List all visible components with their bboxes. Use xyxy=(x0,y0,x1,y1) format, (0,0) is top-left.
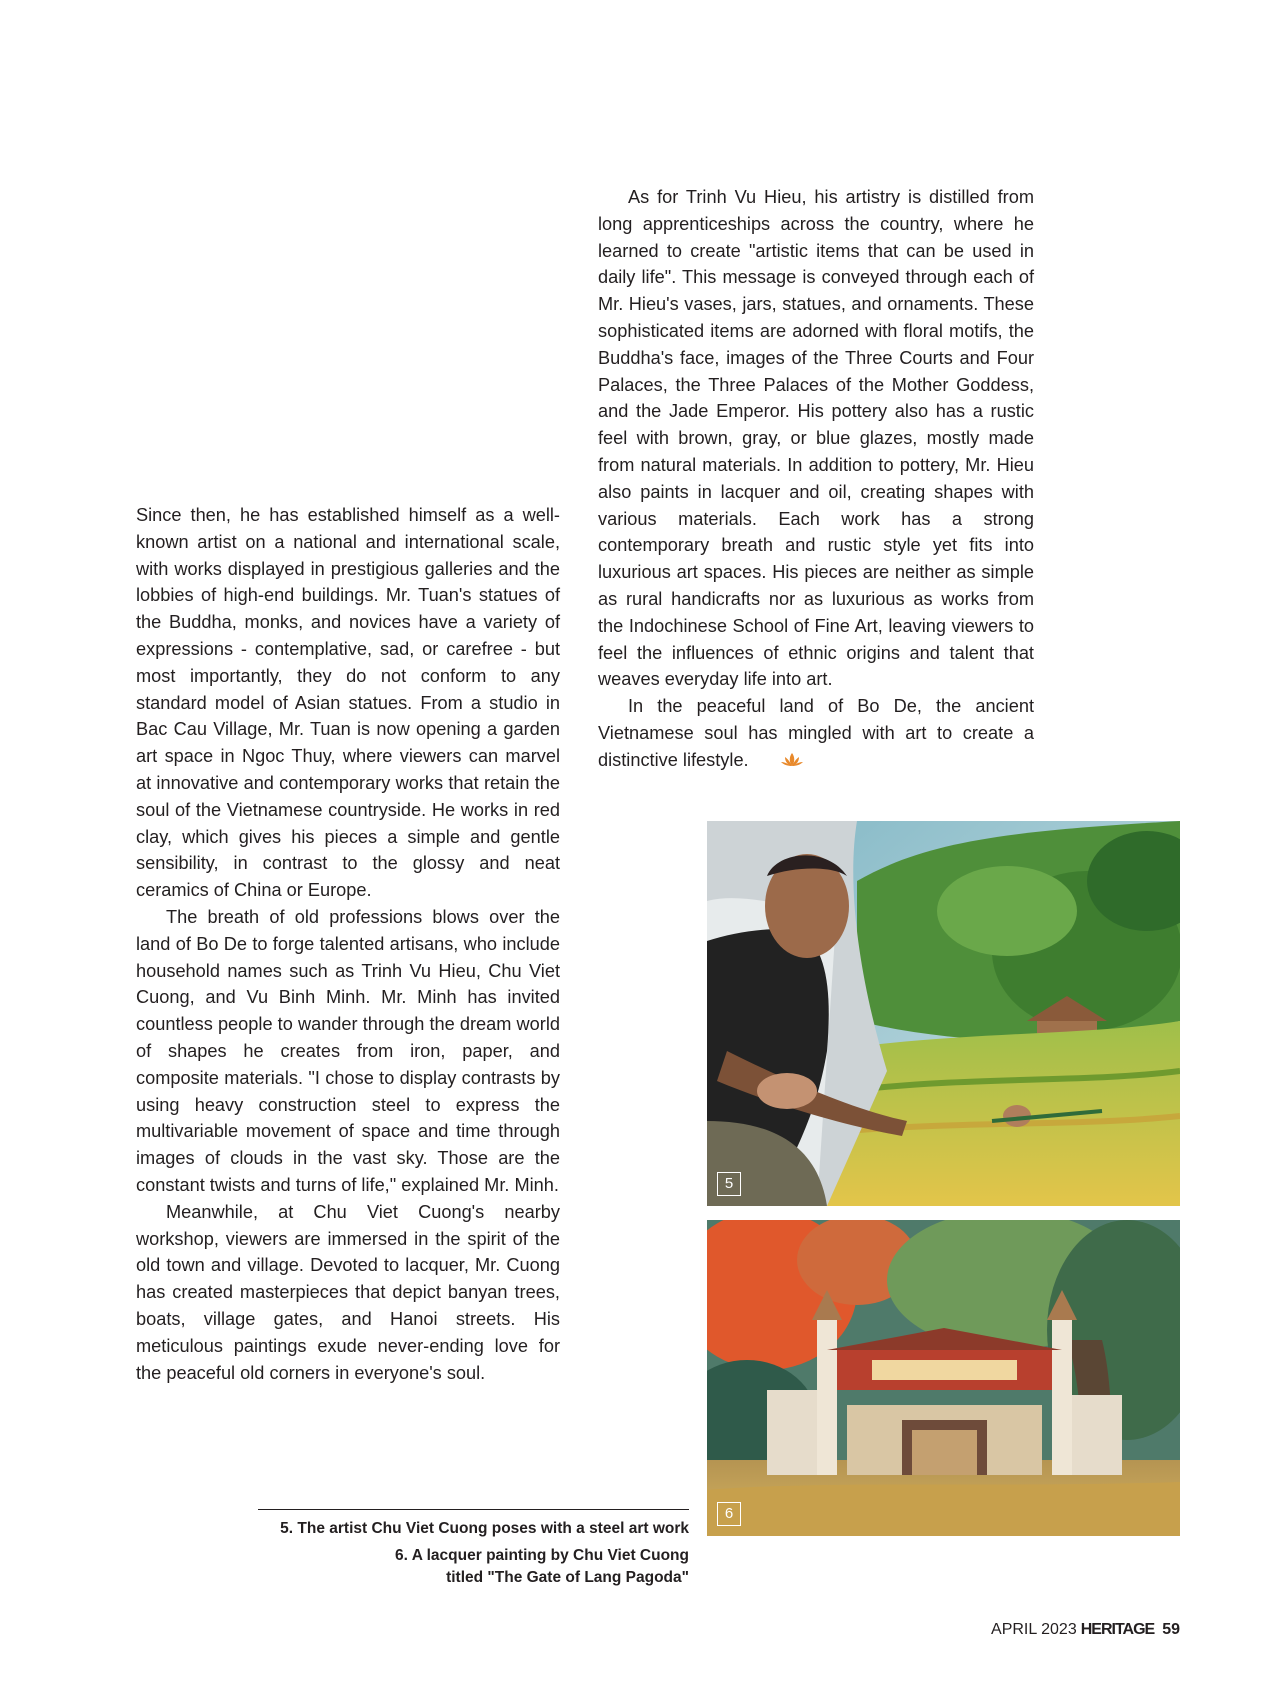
caption-divider xyxy=(258,1509,689,1510)
paragraph-text: In the peaceful land of Bo De, the ancient Vietnamese soul has mingled with art to create a distinctive lifestyle. xyxy=(598,696,1034,770)
photo-pagoda-gate-painting xyxy=(707,1220,1180,1536)
paragraph: The breath of old professions blows over the land of Bo De to forge talented artisans, who include household names such as Trinh Vu Hieu, Chu Viet Cuong, and Vu Binh Minh. Mr. Minh has invited countless people to wander through the dream world of shapes he creates from iron, paper, and composite materials. "I chose to display contrasts by using heavy construction steel to express the multivariable movement of space and time through images of clouds in the vast sky. Those are the constant twists and turns of life," explained Mr. Minh. xyxy=(136,906,560,1195)
page-footer xyxy=(991,1621,1180,1639)
page-number: 59 xyxy=(1162,1621,1180,1638)
article-column-left xyxy=(136,502,560,1386)
lotus-icon xyxy=(751,749,803,776)
photo-number-badge: 5 xyxy=(717,1172,741,1196)
photo-caption: titled "The Gate of Lang Pagoda" xyxy=(446,1569,689,1586)
paragraph-final xyxy=(598,693,1034,775)
magazine-name: HERITAGE xyxy=(1080,1621,1155,1638)
paragraph: As for Trinh Vu Hieu, his artistry is distilled from long apprenticeships across the country, where he learned to create "artistic items that can be used in daily life". This message is conveyed through each of Mr. Hieu's vases, jars, statues, and ornaments. These sophisticated items are adorned with floral motifs, the Buddha's face, images of the Three Courts and Four Palaces, the Three Palaces of the Mother Goddess, and the Jade Emperor. His pottery also has a rustic feel with brown, gray, or blue glazes, mostly made from natural materials. In addition to pottery, Mr. Hieu also paints in lacquer and oil, creating shapes with various materials. Each work has a strong contemporary breath and rustic style yet fits into luxurious art spaces. His pieces are neither as simple as rural handicrafts nor as luxurious as works from the Indochinese School of Fine Art, leaving viewers to feel the influences of ethnic origins and talent that weaves everyday life into art. xyxy=(598,187,1034,690)
photo-caption: 6. A lacquer painting by Chu Viet Cuong xyxy=(395,1547,689,1564)
photo-artist-painting xyxy=(707,821,1180,1206)
paragraph: Meanwhile, at Chu Viet Cuong's nearby workshop, viewers are immersed in the spirit of the old town and village. Devoted to lacquer, Mr. Cuong has created masterpieces that depict banyan trees, boats, village gates, and Hanoi streets. His meticulous paintings exude never-ending love for the peaceful old corners in everyone's soul. xyxy=(136,1201,560,1383)
paragraph: Since then, he has established himself as a well-known artist on a national and international scale, with works displayed in prestigious galleries and the lobbies of high-end buildings. Mr. Tuan's statues of the Buddha, monks, and novices have a variety of expressions - contemplative, sad, or carefree - but most importantly, they do not conform to any standard model of Asian statues. From a studio in Bac Cau Village, Mr. Tuan is now opening a garden art space in Ngoc Thuy, where viewers can marvel at innovative and contemporary works that retain the soul of the Vietnamese countryside. He works in red clay, which gives his pieces a simple and gentle sensibility, in contrast to the glossy and neat ceramics of China or Europe. xyxy=(136,505,560,901)
article-column-right xyxy=(598,184,1034,776)
photo-caption: 5. The artist Chu Viet Cuong poses with a steel art work xyxy=(280,1520,689,1537)
issue-date: APRIL 2023 xyxy=(991,1621,1077,1638)
photo-number-badge: 6 xyxy=(717,1502,741,1526)
